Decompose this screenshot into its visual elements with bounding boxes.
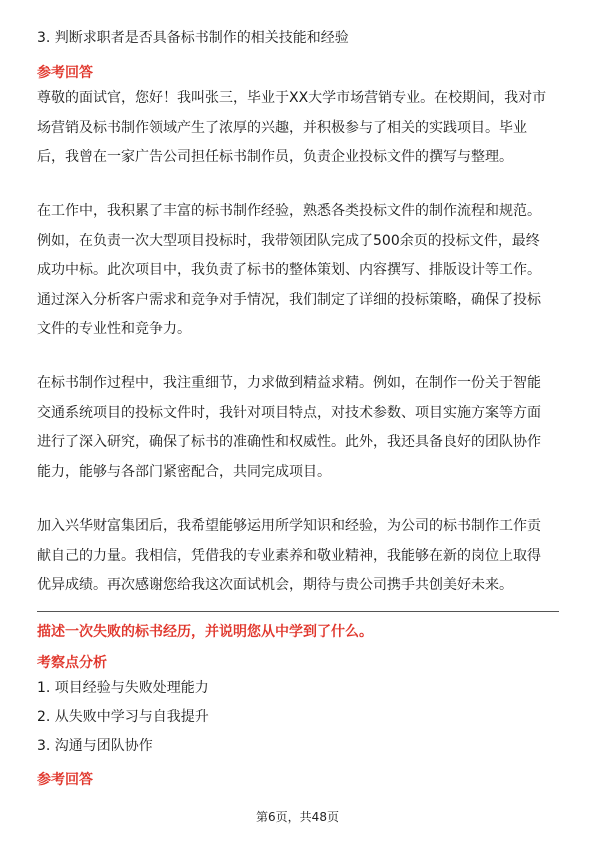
answer-paragraph-4 xyxy=(37,512,541,601)
text-line: 进行了深入研究，确保了标书的准确性和权威性。此外，我还具备良好的团队协作 xyxy=(37,434,541,450)
analysis-heading: 考察点分析 xyxy=(37,655,107,671)
text-line: 在标书制作过程中，我注重细节，力求做到精益求精。例如，在制作一份关于智能 xyxy=(37,375,541,391)
answer-paragraph-2 xyxy=(37,197,541,345)
second-answer-heading: 参考回答 xyxy=(37,772,93,788)
page-footer: 第6页，共48页 xyxy=(256,810,339,824)
text-line: 尊敬的面试官，您好！我叫张三，毕业于XX大学市场营销专业。在校期间，我对市 xyxy=(37,90,547,106)
text-line: 场营销及标书制作领域产生了浓厚的兴趣，并积极参与了相关的实践项目。毕业 xyxy=(37,119,527,136)
text-line: 文件的专业性和竞争力。 xyxy=(37,321,191,337)
analysis-point-1: 1. 项目经验与失败处理能力 xyxy=(37,680,209,696)
text-line: 后，我曾在一家广告公司担任标书制作员，负责企业投标文件的撰写与整理。 xyxy=(37,149,513,165)
answer-paragraph-3 xyxy=(37,369,541,487)
text-line: 献自己的力量。我相信，凭借我的专业素养和敬业精神，我能够在新的岗位上取得 xyxy=(37,547,541,564)
text-line: 优异成绩。再次感谢您给我这次面试机会，期待与贵公司携手共创美好未来。 xyxy=(37,577,513,593)
analysis-point-2: 2. 从失败中学习与自我提升 xyxy=(37,709,209,725)
text-line: 能力，能够与各部门紧密配合，共同完成项目。 xyxy=(37,463,331,480)
analysis-point-3: 3. 沟通与团队协作 xyxy=(37,738,153,754)
answer-paragraph-1 xyxy=(37,84,546,173)
question-3-criteria: 3. 判断求职者是否具备标书制作的相关技能和经验 xyxy=(37,30,349,46)
text-line: 交通系统项目的投标文件时，我针对项目特点，对技术参数、项目实施方案等方面 xyxy=(37,404,541,421)
document-page xyxy=(37,0,559,842)
text-line: 加入兴华财富集团后，我希望能够运用所学知识和经验，为公司的标书制作工作贡 xyxy=(37,518,541,534)
next-question: 描述一次失败的标书经历，并说明您从中学到了什么。 xyxy=(37,624,373,640)
text-line: 在工作中，我积累了丰富的标书制作经验，熟悉各类投标文件的制作流程和规范。 xyxy=(37,203,541,219)
section-divider xyxy=(37,611,559,612)
text-line: 通过深入分析客户需求和竞争对手情况，我们制定了详细的投标策略，确保了投标 xyxy=(37,291,541,308)
text-line: 成功中标。此次项目中，我负责了标书的整体策划、内容撰写、排版设计等工作。 xyxy=(37,262,541,278)
answer-heading: 参考回答 xyxy=(37,65,93,81)
text-line: 例如，在负责一次大型项目投标时，我带领团队完成了500余页的投标文件，最终 xyxy=(37,232,540,249)
